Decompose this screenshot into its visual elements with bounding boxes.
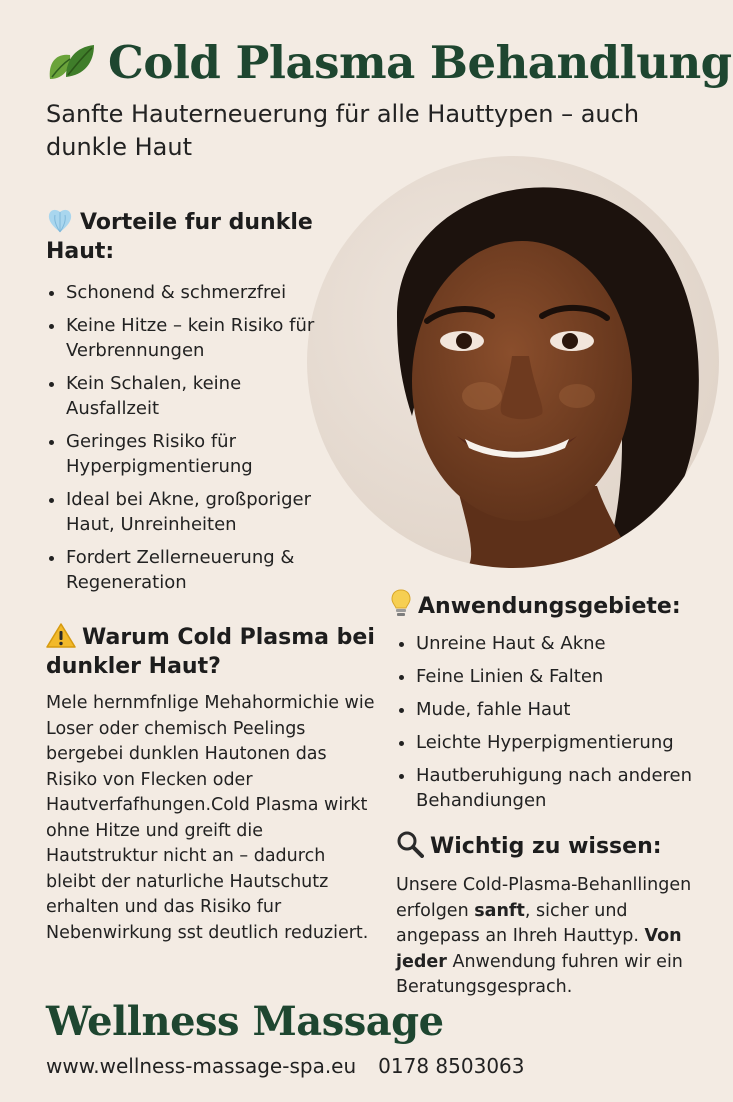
applications-heading-text: Anwendungsgebiete:: [418, 594, 681, 619]
lightbulb-icon: [390, 588, 412, 618]
applications-section: [390, 588, 710, 821]
important-heading: [396, 830, 716, 861]
list-item: Keine Hitze – kein Risiko für Verbrennungen: [46, 313, 336, 363]
contact-line: [46, 1054, 525, 1078]
list-item: Kein Schalen, keine Ausfallzeit: [46, 371, 336, 421]
list-item: Leichte Hyperpigmentierung: [396, 730, 710, 755]
benefits-heading-text: Vorteile fur dunkle Haut:: [46, 210, 313, 264]
diamond-icon: [46, 206, 74, 234]
list-item: Hautberuhigung nach anderen Behandiungen: [396, 763, 710, 813]
benefits-heading: [46, 206, 336, 266]
important-paragraph: Unsere Cold-Plasma-Behanllingen erfolgen sanft, sicher und angepass an Ihreh Hauttyp. Von jeder Anwendung fuhren wir ein Beratungsgesprach.: [396, 875, 692, 997]
why-heading: [46, 622, 376, 681]
brand-name: Wellness Massage: [46, 998, 444, 1045]
website-link[interactable]: www.wellness-massage-spa.eu: [46, 1054, 357, 1078]
applications-list: [390, 631, 710, 813]
list-item: Ideal bei Akne, großporiger Haut, Unreinheiten: [46, 487, 336, 537]
page-title: Cold Plasma Behandlung: [108, 36, 732, 89]
important-section: [396, 830, 716, 1001]
list-item: Schonend & schmerzfrei: [46, 280, 336, 305]
list-item: Geringes Risiko für Hyperpigmentierung: [46, 429, 336, 479]
important-heading-text: Wichtig zu wissen:: [430, 834, 662, 859]
list-item: Unreine Haut & Akne: [396, 631, 710, 656]
page-subtitle: Sanfte Hauterneuerung für alle Hauttypen – auch dunkle Haut: [46, 100, 640, 161]
applications-heading: [390, 588, 710, 621]
benefits-section: [46, 206, 336, 603]
list-item: Fordert Zellerneuerung & Regeneration: [46, 545, 336, 595]
title-row: [46, 36, 732, 89]
warning-icon: [46, 622, 76, 649]
magnifier-icon: [396, 830, 424, 858]
why-heading-text: Warum Cold Plasma bei dunkler Haut?: [46, 625, 375, 679]
benefits-list: [46, 280, 336, 595]
why-section: [46, 622, 376, 946]
leaf-icon: [46, 41, 96, 85]
why-paragraph: Mele hernmfnlige Mehahormichie wie Loser oder chemisch Peelings bergebei dunklen Hautonen das Risiko von Flecken oder Hautverfafhungen.Cold Plasma wirkt ohne Hitze und greift die Hautstruktur nicht an – dadurch bleibt der naturliche Hautschutz erhalten und das Risiko fur Nebenwirkung sst deutlich reduziert.: [46, 693, 375, 943]
portrait-photo: [307, 156, 719, 568]
list-item: Mude, fahle Haut: [396, 697, 710, 722]
phone-number[interactable]: 0178 8503063: [378, 1054, 525, 1078]
list-item: Feine Linien & Falten: [396, 664, 710, 689]
